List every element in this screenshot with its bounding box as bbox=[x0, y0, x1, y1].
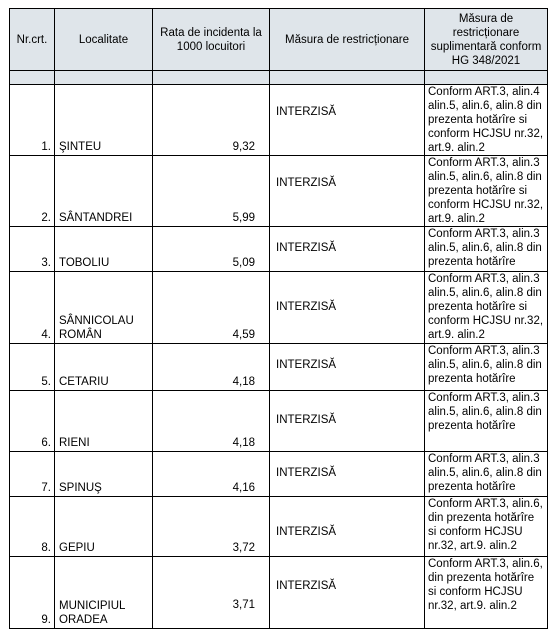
row-rata: 4,16 bbox=[153, 452, 270, 497]
row-suplimentara: Conform ART.3, alin.3 alin.5, alin.6, alin.8 din prezenta hotărîre bbox=[425, 452, 548, 497]
header-rata: Rata de incidenta la 1000 locuitori bbox=[153, 9, 270, 71]
row-localitate: SÂNNICOLAU ROMÂN bbox=[55, 272, 153, 344]
table-row bbox=[10, 156, 548, 227]
table-row bbox=[10, 557, 548, 629]
row-rata: 4,18 bbox=[153, 344, 270, 391]
row-nr: 9. bbox=[10, 557, 55, 629]
row-nr: 4. bbox=[10, 272, 55, 344]
row-localitate: RIENI bbox=[55, 391, 153, 452]
row-suplimentara: Conform ART.3, alin.3 alin.5, alin.6, alin.8 din prezenta hotărîre si conform HCJSU nr.32, art.9. alin.2 bbox=[425, 272, 548, 344]
table-row bbox=[10, 391, 548, 452]
row-suplimentara: Conform ART.3, alin.4 alin.5, alin.6, alin.8 din prezenta hotărîre si conform HCJSU nr.32, art.9. alin.2 bbox=[425, 85, 548, 156]
table-row bbox=[10, 85, 548, 156]
row-suplimentara: Conform ART.3, alin.6, din prezenta hotărîre si conform HCJSU nr.32, art.9. alin.2 bbox=[425, 557, 548, 629]
table-row bbox=[10, 344, 548, 391]
row-masura: INTERZISĂ bbox=[270, 344, 425, 391]
header-suplimentara: Măsura de restricționare suplimentară conform HG 348/2021 bbox=[425, 9, 548, 71]
row-nr: 8. bbox=[10, 497, 55, 557]
table-row bbox=[10, 452, 548, 497]
row-rata: 5,09 bbox=[153, 227, 270, 272]
row-nr: 1. bbox=[10, 85, 55, 156]
header-spacer-row bbox=[10, 71, 548, 85]
row-nr: 6. bbox=[10, 391, 55, 452]
row-rata: 4,59 bbox=[153, 272, 270, 344]
row-nr: 2. bbox=[10, 156, 55, 227]
row-localitate: SÂNTANDREI bbox=[55, 156, 153, 227]
header-nr: Nr.crt. bbox=[10, 9, 55, 71]
row-masura: INTERZISĂ bbox=[270, 452, 425, 497]
row-masura: INTERZISĂ bbox=[270, 156, 425, 227]
row-masura: INTERZISĂ bbox=[270, 497, 425, 557]
row-suplimentara: Conform ART.3, alin.3 alin.5, alin.6, alin.8 din prezenta hotărîre bbox=[425, 227, 548, 272]
row-rata: 3,72 bbox=[153, 497, 270, 557]
row-suplimentara: Conform ART.3, alin.3 alin.5, alin.6, alin.8 din prezenta hotărîre bbox=[425, 344, 548, 391]
row-rata: 4,18 bbox=[153, 391, 270, 452]
row-localitate: GEPIU bbox=[55, 497, 153, 557]
row-localitate: MUNICIPIUL ORADEA bbox=[55, 557, 153, 629]
row-masura: INTERZISĂ bbox=[270, 85, 425, 156]
restrictions-table bbox=[9, 8, 548, 629]
table-header-row bbox=[10, 9, 548, 71]
header-localitate: Localitate bbox=[55, 9, 153, 71]
row-suplimentara: Conform ART.3, alin.3 alin.5, alin.6, alin.8 din prezenta hotărîre bbox=[425, 391, 548, 452]
row-masura: INTERZISĂ bbox=[270, 557, 425, 629]
row-rata: 3,71 bbox=[153, 557, 270, 629]
row-nr: 7. bbox=[10, 452, 55, 497]
row-masura: INTERZISĂ bbox=[270, 272, 425, 344]
row-localitate: TOBOLIU bbox=[55, 227, 153, 272]
table-row bbox=[10, 272, 548, 344]
row-localitate: CETARIU bbox=[55, 344, 153, 391]
row-rata: 9,32 bbox=[153, 85, 270, 156]
header-masura: Măsura de restricționare bbox=[270, 9, 425, 71]
row-masura: INTERZISĂ bbox=[270, 391, 425, 452]
row-suplimentara: Conform ART.3, alin.6, din prezenta hotărîre si conform HCJSU nr.32, art.9. alin.2 bbox=[425, 497, 548, 557]
table-row bbox=[10, 497, 548, 557]
row-nr: 3. bbox=[10, 227, 55, 272]
row-masura: INTERZISĂ bbox=[270, 227, 425, 272]
row-suplimentara: Conform ART.3, alin.3 alin.5, alin.6, alin.8 din prezenta hotărîre si conform HCJSU nr.32, art.9. alin.2 bbox=[425, 156, 548, 227]
row-localitate: SPINUŞ bbox=[55, 452, 153, 497]
table-row bbox=[10, 227, 548, 272]
row-nr: 5. bbox=[10, 344, 55, 391]
row-localitate: ŞINTEU bbox=[55, 85, 153, 156]
row-rata: 5,99 bbox=[153, 156, 270, 227]
